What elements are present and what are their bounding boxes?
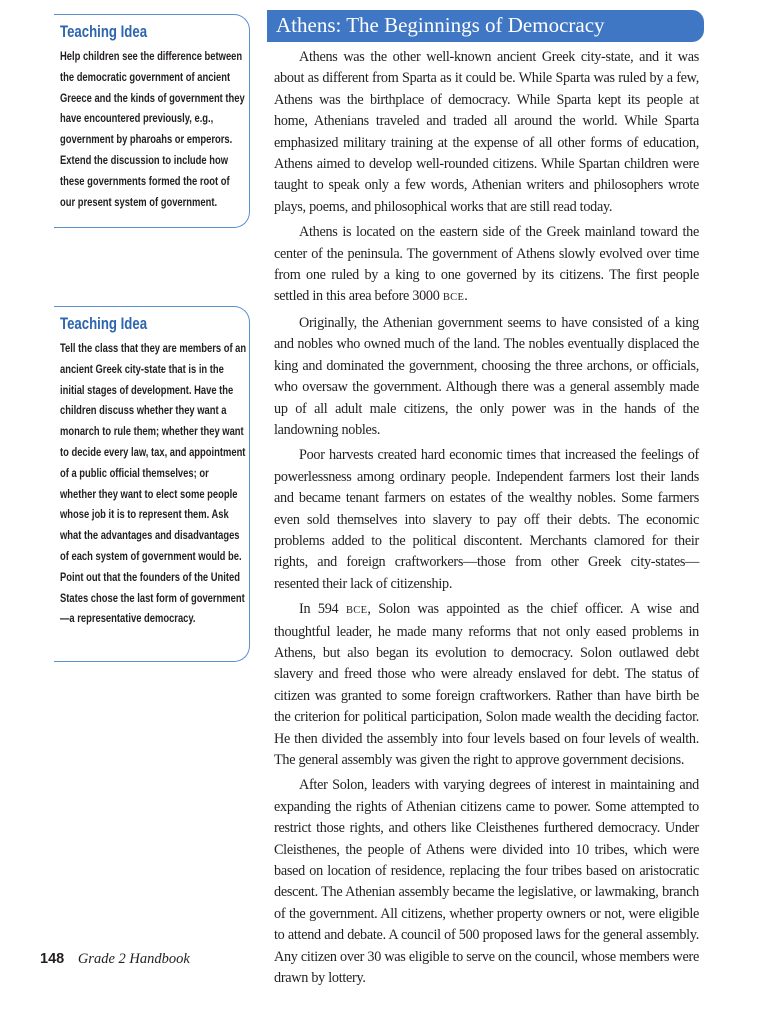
- era-abbreviation: BCE: [442, 292, 465, 304]
- paragraph: [274, 222, 699, 309]
- era-abbreviation: BCE: [345, 605, 368, 617]
- section-title: Athens: The Beginnings of Democracy: [267, 10, 704, 42]
- teaching-idea-title: Teaching Idea: [60, 315, 148, 333]
- teaching-idea-text: Help children see the difference between the democratic government of ancient Greece and the kinds of government they have encountered previously, e.g., government by pharoahs or emperors. Extend the discussion to include how these governments formed the root of our present system of government.: [60, 50, 245, 209]
- teaching-idea-box-2: [54, 306, 250, 662]
- paragraph: After Solon, leaders with varying degrees of interest in maintaining and expanding the rights of Athenian citizens came to power. Some attempted to restrict those rights, and others like Cleisthenes furthered democracy. Under Cleisthenes, the people of Athens were divided into 10 tribes, which were based on location of residence, replacing the four tribes based on aristocratic descent. The Athenian assembly became the legislative, or lawmaking, branch of the government. All citizens, whether property owners or not, were eligible to attend and debate. A council of 500 proposed laws for the general assembly. Any citizen over 30 was eligible to serve on the council, whose members were drawn by lottery.: [274, 777, 699, 987]
- teaching-idea-box-1: [54, 14, 250, 228]
- paragraph-text: Athens is located on the eastern side of the Greek mainland toward the center of the peninsula. The government of Athens slowly evolved over time from one ruled by a king to one governed by its citizens. The first people settled in this area before 3000: [274, 224, 699, 305]
- paragraph-text: In 594: [299, 601, 339, 618]
- paragraph: Originally, the Athenian government seems to have consisted of a king and nobles who owned much of the land. The nobles eventually displaced the king and dominated the government, choosing the three archons, or officials, who oversaw the government. Although there was a general assembly made up of all adult male citizens, the only power was in the hands of the landowning nobles.: [274, 314, 699, 438]
- paragraph: Athens was the other well-known ancient Greek city-state, and it was about as different from Sparta as it could be. While Sparta was ruled by a few, Athens was the birthplace of democracy. While Sparta kept its people at home, Athenians traveled and traded all around the world. While Sparta emphasized military training at the expense of all other forms of education, Athens aimed to develop well-rounded citizens. While Spartan children were taught to speak only a few words, Athenian writers and philosophers wrote plays, poems, and philosophical works that are still read today.: [274, 49, 699, 215]
- page-number: 148: [40, 951, 65, 967]
- teaching-idea-text: Tell the class that they are members of an ancient Greek city-state that is in the initial stages of development. Have the children discuss whether they want a monarch to rule them; whether they want to decide every law, tax, and appointment of a public official themselves; or whether they want to elect some people whose job it is to represent them. Ask what the advantages and disadvantages of each system of government would be. Point out that the founders of the United States chose the last form of government—a representative democracy.: [60, 342, 247, 626]
- paragraph-text: .: [464, 288, 468, 305]
- paragraph: [274, 599, 699, 771]
- article-body: [274, 47, 699, 993]
- paragraph-text: , Solon was appointed as the chief officer. A wise and thoughtful leader, he made many reforms that not only eased problems in Athens, but also began its evolution to democracy. Solon outlawed debt slavery and freed those who were already enslaved for debt. The status of citizen was granted to some foreign craftworkers. Rather than have birth be the criterion for political participation, Solon made wealth the deciding factor. He then divided the assembly into four levels based on four levels of wealth. The general assembly was given the right to approve government decisions.: [274, 601, 699, 768]
- book-title: Grade 2 Handbook: [77, 951, 190, 967]
- page-footer: [40, 951, 190, 968]
- teaching-idea-title: Teaching Idea: [60, 23, 148, 41]
- paragraph: Poor harvests created hard economic times that increased the feelings of powerlessness among ordinary people. Independent farmers lost their lands and became tenant farmers on estates of the wealthy nobles. Some farmers even sold themselves into slavery to pay off their debts. The economic problems added to the political discontent. Merchants clamored for their rights, and foreign craftworkers—those from other Greek city-states—resented their lack of citizenship.: [274, 447, 699, 592]
